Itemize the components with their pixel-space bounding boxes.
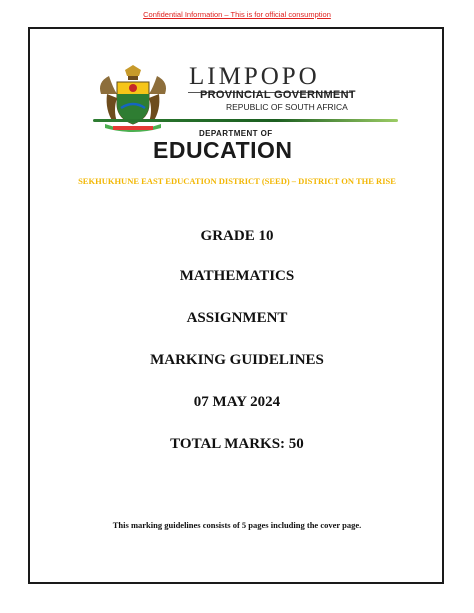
- marking-guidelines-heading: MARKING GUIDELINES: [150, 352, 324, 368]
- page-count-note: This marking guidelines consists of 5 pages including the cover page.: [112, 520, 362, 530]
- assignment-heading: ASSIGNMENT: [186, 310, 288, 326]
- department-of-label: DEPARTMENT OF: [199, 129, 273, 138]
- total-marks-heading: TOTAL MARKS: 50: [170, 436, 304, 452]
- department-name: EDUCATION: [153, 137, 293, 163]
- green-divider-bar: [93, 119, 398, 122]
- date-heading: 07 MAY 2024: [193, 394, 281, 410]
- republic-label: REPUBLIC OF SOUTH AFRICA: [226, 102, 348, 112]
- district-slogan: SEKHUKHUNE EAST EDUCATION DISTRICT (SEED) – DISTRICT ON THE RISE: [78, 176, 396, 186]
- grade-heading: GRADE 10: [200, 228, 274, 244]
- province-name: LIMPOPO: [189, 63, 320, 90]
- subject-heading: MATHEMATICS: [179, 268, 295, 284]
- coat-of-arms-logo: [95, 64, 171, 134]
- confidential-banner: Confidential Information – This is for official consumption: [143, 10, 331, 19]
- provincial-government-label: PROVINCIAL GOVERNMENT: [200, 89, 356, 101]
